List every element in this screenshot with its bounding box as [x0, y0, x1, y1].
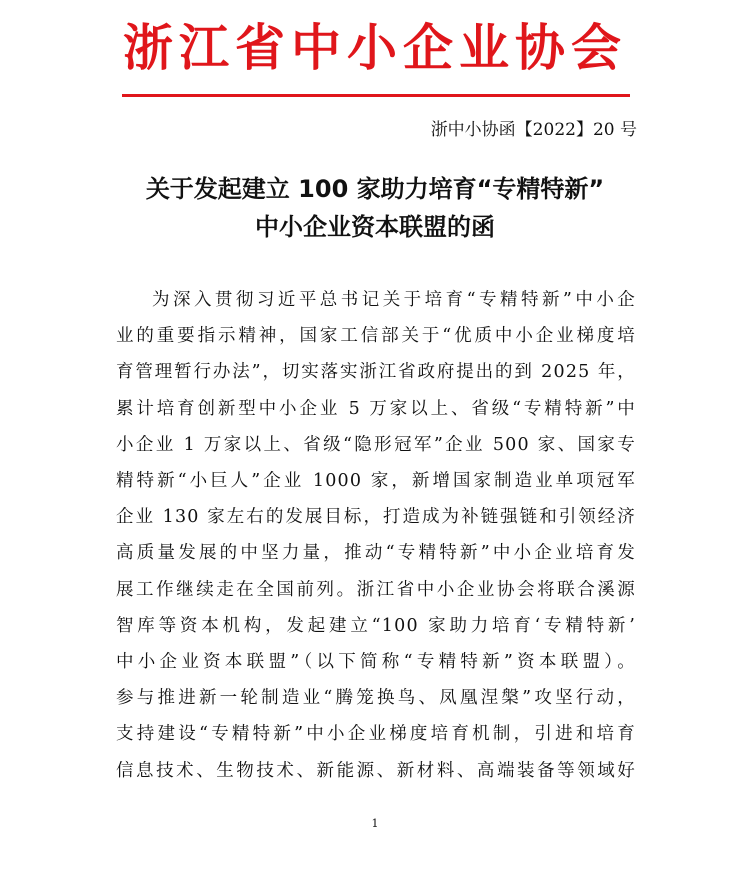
body-line: 中小企业资本联盟”（以下简称“专精特新”资本联盟）。 [116, 652, 636, 673]
body-line: 高质量发展的中坚力量，推动“专精特新”中小企业培育发 [116, 543, 636, 564]
organization-header: 浙江省中小企业协会 [123, 19, 627, 77]
document-title [0, 170, 750, 246]
document-title-line: 关于发起建立 100 家助力培育“专精特新” [145, 175, 605, 203]
body-line: 展工作继续走在全国前列。浙江省中小企业协会将联合溪源 [116, 579, 636, 600]
body-line: 智库等资本机构，发起建立“100 家助力培育‘专精特新’ [116, 615, 636, 636]
page-number: 1 [371, 817, 379, 830]
body-line: 小企业 1 万家以上、省级“隐形冠军”企业 500 家、国家专 [116, 434, 636, 455]
document-title-line: 中小企业资本联盟的函 [255, 213, 495, 241]
body-line: 累计培育创新型中小企业 5 万家以上、省级“专精特新”中 [116, 398, 636, 419]
body-line: 参与推进新一轮制造业“腾笼换鸟、凤凰涅槃”攻坚行动， [116, 688, 636, 709]
body-line: 精特新“小巨人”企业 1000 家，新增国家制造业单项冠军 [116, 471, 636, 492]
body-line: 企业 130 家左右的发展目标，打造成为补链强链和引领经济 [116, 507, 636, 528]
header-red-rule [122, 94, 630, 97]
body-line: 业的重要指示精神，国家工信部关于“优质中小企业梯度培 [116, 326, 636, 347]
body-line: 为深入贯彻习近平总书记关于培育“专精特新”中小企 [152, 290, 636, 310]
body-line: 信息技术、生物技术、新能源、新材料、高端装备等领域好 [116, 760, 636, 781]
body-line: 支持建设“专精特新”中小企业梯度培育机制，引进和培育 [116, 724, 636, 745]
document-body [116, 282, 636, 789]
body-line: 育管理暂行办法”，切实落实浙江省政府提出的到 2025 年， [116, 362, 636, 383]
document-number: 浙中小协函【2022】20 号 [430, 120, 637, 140]
